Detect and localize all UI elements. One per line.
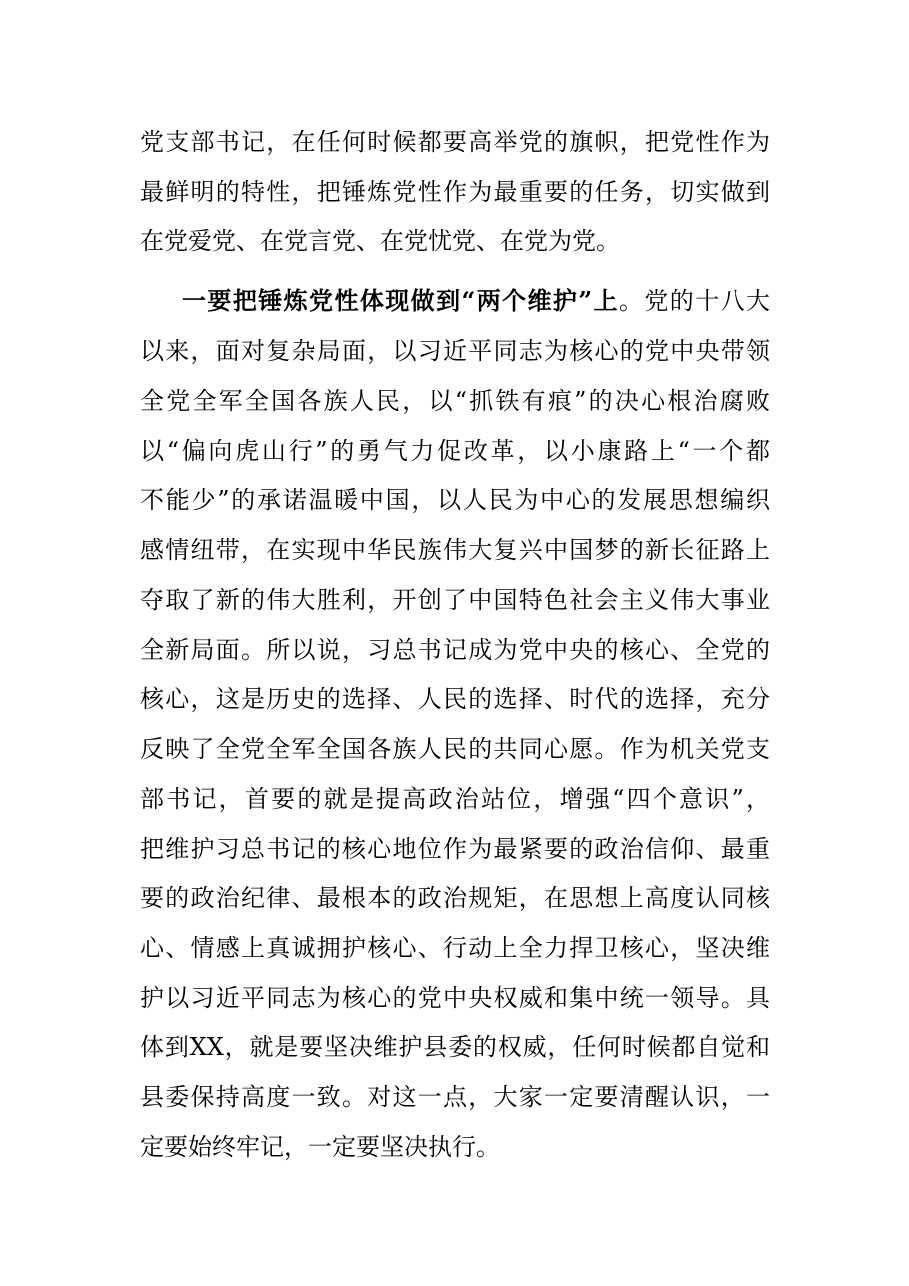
paragraph-2-line-10: 反映了全党全军全国各族人民的共同心愿。作为机关党支 [140, 735, 770, 763]
paragraph-2-line-7: 夺取了新的伟大胜利，开创了中国特色社会主义伟大事业 [140, 586, 770, 614]
paragraph-2-line-1 [182, 281, 770, 321]
paragraph-2-line-2: 以来，面对复杂局面，以习近平同志为核心的党中央带领 [140, 337, 770, 365]
paragraph-2-line-17: 县委保持高度一致。对这一点，大家一定要清醒认识，一 [140, 1083, 770, 1111]
paragraph-2-line-9: 核心，这是历史的选择、人民的选择、时代的选择，充分 [140, 685, 770, 713]
paragraph-2-line-1-rest: 。党的十八大 [618, 287, 771, 315]
paragraph-2-line-15: 护以习近平同志为核心的党中央权威和集中统一领导。具 [140, 984, 770, 1012]
paragraph-2-line-18: 定要始终牢记，一定要坚决执行。 [140, 1133, 500, 1161]
paragraph-1-line-1: 党支部书记，在任何时候都要高举党的旗帜，把党性作为 [140, 128, 770, 156]
paragraph-2-line-13: 要的政治纪律、最根本的政治规矩，在思想上高度认同核 [140, 884, 770, 912]
paragraph-1-line-2: 最鲜明的特性，把锤炼党性作为最重要的任务，切实做到 [140, 178, 770, 206]
paragraph-2-line-3: 全党全军全国各族人民，以“抓铁有痕”的决心根治腐败 [140, 387, 770, 415]
paragraph-1-line-3: 在党爱党、在党言党、在党忧党、在党为党。 [140, 227, 620, 255]
paragraph-2-line-14: 心、情感上真诚拥护核心、行动上全力捍卫核心，坚决维 [140, 934, 770, 962]
paragraph-2-line-5: 不能少”的承诺温暖中国，以人民为中心的发展思想编织 [140, 486, 770, 514]
paragraph-2-line-4: 以“偏向虎山行”的勇气力促改革，以小康路上“一个都 [140, 437, 770, 465]
paragraph-2-heading: 一要把锤炼党性体现做到“两个维护”上 [182, 286, 619, 315]
paragraph-2-line-16: 体到XX，就是要坚决维护县委的权威，任何时候都自觉和 [140, 1033, 770, 1061]
paragraph-2-line-8: 全新局面。所以说，习总书记成为党中央的核心、全党的 [140, 636, 770, 664]
paragraph-2-line-6: 感情纽带，在实现中华民族伟大复兴中国梦的新长征路上 [140, 536, 770, 564]
paragraph-2-line-11: 部书记，首要的就是提高政治站位，增强“四个意识”， [140, 785, 770, 813]
paragraph-2-line-12: 把维护习总书记的核心地位作为最紧要的政治信仰、最重 [140, 835, 770, 863]
